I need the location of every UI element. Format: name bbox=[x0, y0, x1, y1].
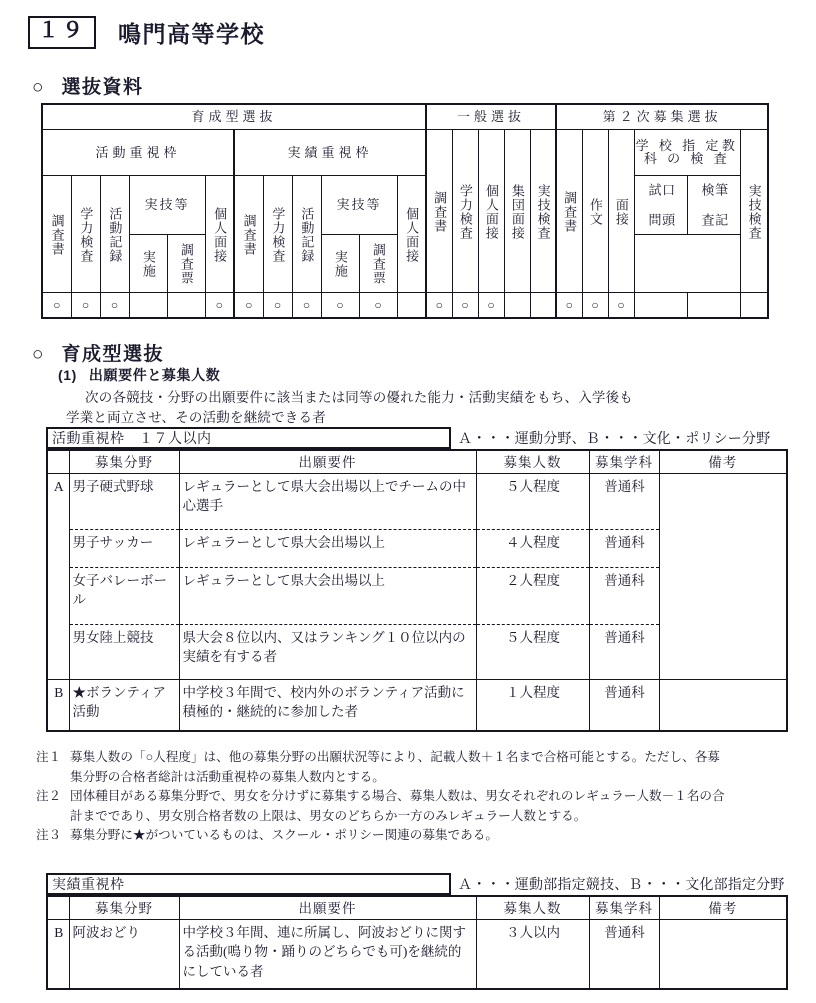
katsudou-th-field: 募集分野 bbox=[69, 450, 179, 473]
katsudou-legend-row bbox=[46, 427, 786, 449]
section2-title: 育成型選抜 bbox=[61, 344, 164, 365]
col-jisseki-gakuryoku: 学力検査 bbox=[263, 175, 292, 292]
mark-jisseki-chousasho: ○ bbox=[234, 292, 263, 318]
jisseki-th-requirement: 出願要件 bbox=[179, 896, 476, 919]
mark-ippan-kojin-mensetsu: ○ bbox=[478, 292, 504, 318]
note-2-tag: 注２ bbox=[36, 789, 62, 804]
note-1 bbox=[36, 748, 800, 768]
mark-katsudou-jitsugi-jisshi bbox=[129, 292, 167, 318]
note-3 bbox=[36, 826, 800, 846]
col-dai2-koutou-shimon: 口 頭試 問 bbox=[634, 175, 687, 234]
subgroup-header-jisseki: 実績重視枠 bbox=[234, 129, 426, 175]
katsudou-legend-box: 活動重視枠 １７人以内 bbox=[46, 427, 451, 449]
table-row bbox=[47, 919, 787, 989]
jisseki-cell-count: ３人以内 bbox=[476, 919, 589, 989]
jisseki-th-count: 募集人数 bbox=[476, 896, 589, 919]
katsudou-cell-field: ★ボランティア活動 bbox=[69, 679, 179, 731]
table1-marks-row bbox=[42, 292, 768, 318]
table1-col-header-row bbox=[42, 175, 768, 234]
note-3-line-1: 募集分野に★がついているものは、スクール・ポリシー関連の募集である。 bbox=[70, 828, 498, 843]
school-number-box: １９ bbox=[28, 16, 96, 48]
col-katsudou-kojin-mensetsu: 個人面接 bbox=[205, 175, 234, 292]
col-dai2-mensetsu: 面接 bbox=[608, 129, 634, 292]
katsudou-cell-requirement: 中学校３年間で、校内外のボランティア活動に積極的・継続的に参加した者 bbox=[179, 679, 476, 731]
note-1-tag: 注１ bbox=[36, 750, 62, 764]
col-jisseki-kojin-mensetsu: 個人面接 bbox=[397, 175, 426, 292]
mark-dai2-hikki-kensa bbox=[687, 292, 740, 318]
mark-katsudou-katsudou-kiroku: ○ bbox=[100, 292, 129, 318]
group-header-ikusei: 育成型選抜 bbox=[42, 104, 426, 129]
col-jisseki-katsudou-kiroku: 活動記録 bbox=[292, 175, 321, 292]
katsudou-cell-count: ２人程度 bbox=[476, 567, 589, 624]
jisseki-cell-field: 阿波おどり bbox=[69, 919, 179, 989]
col-jisseki-jitsugi-parent: 実技等 bbox=[321, 175, 397, 234]
katsudou-cell-field: 女子バレーボール bbox=[69, 567, 179, 624]
jisseki-cell-requirement: 中学校３年間、連に所属し、阿波おどりに関する活動(鳴り物・踊りのどちらでも可)を継続的にしている者 bbox=[179, 919, 476, 989]
katsudou-th-count: 募集人数 bbox=[476, 450, 589, 473]
katsudou-cell-requirement: レギュラーとして県大会出場以上でチームの中心選手 bbox=[179, 473, 476, 529]
mark-jisseki-gakuryoku: ○ bbox=[263, 292, 292, 318]
mark-katsudou-gakuryoku: ○ bbox=[71, 292, 100, 318]
katsudou-cell-field: 男子サッカー bbox=[69, 529, 179, 567]
subsection-heading bbox=[58, 365, 220, 385]
katsudou-header-row bbox=[47, 450, 787, 473]
table1-subgroup-header-row bbox=[42, 129, 768, 175]
mark-dai2-jitsugi-kensa bbox=[740, 292, 768, 318]
section-heading-ikusei-senbatsu bbox=[32, 339, 164, 366]
katsudou-th-dept: 募集学科 bbox=[589, 450, 659, 473]
table-row bbox=[47, 679, 787, 731]
subgroup-header-katsudou: 活動重視枠 bbox=[42, 129, 234, 175]
katsudou-cell-dept: 普通科 bbox=[589, 679, 659, 731]
group-header-dai2: 第２次募集選抜 bbox=[556, 104, 768, 129]
col-jisseki-jitsugi-jisshi: 実施 bbox=[321, 234, 359, 292]
katsudou-th-group bbox=[47, 450, 69, 473]
bullet-circle-icon-2: ○ bbox=[32, 344, 44, 365]
mark-ippan-gakuryoku: ○ bbox=[452, 292, 478, 318]
katsudou-cell-dept: 普通科 bbox=[589, 529, 659, 567]
jisseki-th-dept: 募集学科 bbox=[589, 896, 659, 919]
mark-katsudou-kojin-mensetsu: ○ bbox=[205, 292, 234, 318]
selection-materials-table bbox=[41, 103, 769, 319]
katsudou-cell-dept: 普通科 bbox=[589, 473, 659, 529]
section-heading-selection-materials bbox=[32, 72, 144, 99]
jisseki-legend-note: Ａ・・・運動部指定競技、Ｂ・・・文化部指定分野 bbox=[458, 878, 785, 893]
katsudou-cell-requirement: レギュラーとして県大会出場以上 bbox=[179, 567, 476, 624]
note-2-line-2: 計までであり、男女別合格者数の上限は、男女のどちらか一方のみレギュラー人数とする。 bbox=[70, 808, 587, 823]
intro-line-1: 次の各競技・分野の出願要件に該当または同等の優れた能力・活動実績をもち、入学後も bbox=[85, 390, 633, 405]
katsudou-cell-dept: 普通科 bbox=[589, 567, 659, 624]
katsudou-table bbox=[46, 449, 788, 732]
katsudou-cell-count: １人程度 bbox=[476, 679, 589, 731]
mark-ippan-jitsugi-kensa bbox=[530, 292, 556, 318]
katsudou-cell-requirement: 県大会８位以内、又はランキング１０位以内の実績を有する者 bbox=[179, 624, 476, 679]
col-jisseki-jitsugi-chousahyou: 調査票 bbox=[359, 234, 397, 292]
jisseki-cell-group: B bbox=[47, 919, 69, 989]
katsudou-cell-requirement: レギュラーとして県大会出場以上 bbox=[179, 529, 476, 567]
col-ippan-kojin-mensetsu: 個人面接 bbox=[478, 129, 504, 292]
mark-katsudou-chousasho: ○ bbox=[42, 292, 71, 318]
col-katsudou-gakuryoku: 学力検査 bbox=[71, 175, 100, 292]
katsudou-cell-count: ４人程度 bbox=[476, 529, 589, 567]
note-1-line-1: 募集人数の「○人程度」は、他の募集分野の出願状況等により、記載人数＋１名まで合格可能とする。ただし、各募 bbox=[70, 750, 720, 764]
note-2-line-1: 団体種目がある募集分野で、男女を分けずに募集する場合、募集人数は、男女それぞれのレギュラー人数－１名の合 bbox=[70, 789, 725, 804]
page-title bbox=[28, 16, 265, 49]
col-dai2-school-designated-subject: 学 校 指 定教 科 の 検 査 bbox=[634, 129, 740, 175]
jisseki-cell-note bbox=[659, 919, 787, 989]
katsudou-th-note: 備考 bbox=[659, 450, 787, 473]
katsudou-th-requirement: 出願要件 bbox=[179, 450, 476, 473]
mark-ippan-shudan-mensetsu bbox=[504, 292, 530, 318]
mark-jisseki-kojin-mensetsu bbox=[397, 292, 426, 318]
table1-group-header-row bbox=[42, 104, 768, 129]
subsection-number: (1) bbox=[58, 367, 77, 383]
school-name: 鳴門高等学校 bbox=[118, 21, 265, 47]
katsudou-cell-count: ５人程度 bbox=[476, 624, 589, 679]
note-2 bbox=[36, 787, 800, 807]
katsudou-legend-note: Ａ・・・運動分野、Ｂ・・・文化・ポリシー分野 bbox=[458, 432, 771, 447]
subsection-title: 出願要件と募集人数 bbox=[88, 367, 221, 383]
col-katsudou-chousasho: 調査書 bbox=[42, 175, 71, 292]
jisseki-header-row bbox=[47, 896, 787, 919]
katsudou-cell-group-a: A bbox=[47, 473, 69, 679]
group-header-ippan: 一般選抜 bbox=[426, 104, 556, 129]
jisseki-cell-dept: 普通科 bbox=[589, 919, 659, 989]
jisseki-th-field: 募集分野 bbox=[69, 896, 179, 919]
jisseki-legend-row bbox=[46, 873, 786, 895]
table-row bbox=[47, 473, 787, 529]
mark-dai2-mensetsu: ○ bbox=[608, 292, 634, 318]
col-ippan-jitsugi-kensa: 実技検査 bbox=[530, 129, 556, 292]
intro-line-2: 学業と両立させ、その活動を継続できる者 bbox=[66, 410, 326, 426]
intro-paragraph bbox=[66, 388, 796, 429]
jisseki-th-group bbox=[47, 896, 69, 919]
katsudou-cell-dept: 普通科 bbox=[589, 624, 659, 679]
katsudou-cell-field: 男子硬式野球 bbox=[69, 473, 179, 529]
katsudou-cell-note bbox=[659, 473, 787, 679]
mark-jisseki-jitsugi-jisshi: ○ bbox=[321, 292, 359, 318]
katsudou-cell-field: 男女陸上競技 bbox=[69, 624, 179, 679]
note-3-tag: 注３ bbox=[36, 828, 62, 843]
col-jisseki-chousasho: 調査書 bbox=[234, 175, 263, 292]
col-ippan-gakuryoku: 学力検査 bbox=[452, 129, 478, 292]
katsudou-cell-count: ５人程度 bbox=[476, 473, 589, 529]
bullet-circle-icon: ○ bbox=[32, 77, 44, 98]
jisseki-legend-box: 実績重視枠 bbox=[46, 873, 451, 895]
mark-dai2-chousasho: ○ bbox=[556, 292, 582, 318]
mark-ippan-chousasho: ○ bbox=[426, 292, 452, 318]
katsudou-cell-group-b: B bbox=[47, 679, 69, 731]
col-dai2-hikki-kensa: 筆 記検 査 bbox=[687, 175, 740, 234]
mark-jisseki-jitsugi-chousahyou: ○ bbox=[359, 292, 397, 318]
col-katsudou-jitsugi-chousahyou: 調査票 bbox=[167, 234, 205, 292]
selection-materials-table-wrap bbox=[41, 103, 762, 319]
mark-dai2-koutou-shimon bbox=[634, 292, 687, 318]
col-ippan-chousasho: 調査書 bbox=[426, 129, 452, 292]
mark-dai2-sakubun: ○ bbox=[582, 292, 608, 318]
col-dai2-chousasho: 調査書 bbox=[556, 129, 582, 292]
jisseki-th-note: 備考 bbox=[659, 896, 787, 919]
jisseki-table bbox=[46, 895, 788, 990]
col-katsudou-jitsugi-jisshi: 実施 bbox=[129, 234, 167, 292]
col-dai2-jitsugi-kensa: 実技検査 bbox=[740, 129, 768, 292]
col-katsudou-katsudou-kiroku: 活動記録 bbox=[100, 175, 129, 292]
mark-jisseki-katsudou-kiroku: ○ bbox=[292, 292, 321, 318]
note-1-line-2: 集分野の合格者総計は活動重視枠の募集人数内とする。 bbox=[70, 769, 385, 784]
notes-block bbox=[36, 748, 800, 846]
col-katsudou-jitsugi-parent: 実技等 bbox=[129, 175, 205, 234]
mark-katsudou-jitsugi-chousahyou bbox=[167, 292, 205, 318]
col-dai2-sakubun: 作文 bbox=[582, 129, 608, 292]
section-title: 選抜資料 bbox=[61, 77, 144, 98]
col-ippan-shudan-mensetsu: 集団面接 bbox=[504, 129, 530, 292]
katsudou-cell-note bbox=[659, 679, 787, 731]
